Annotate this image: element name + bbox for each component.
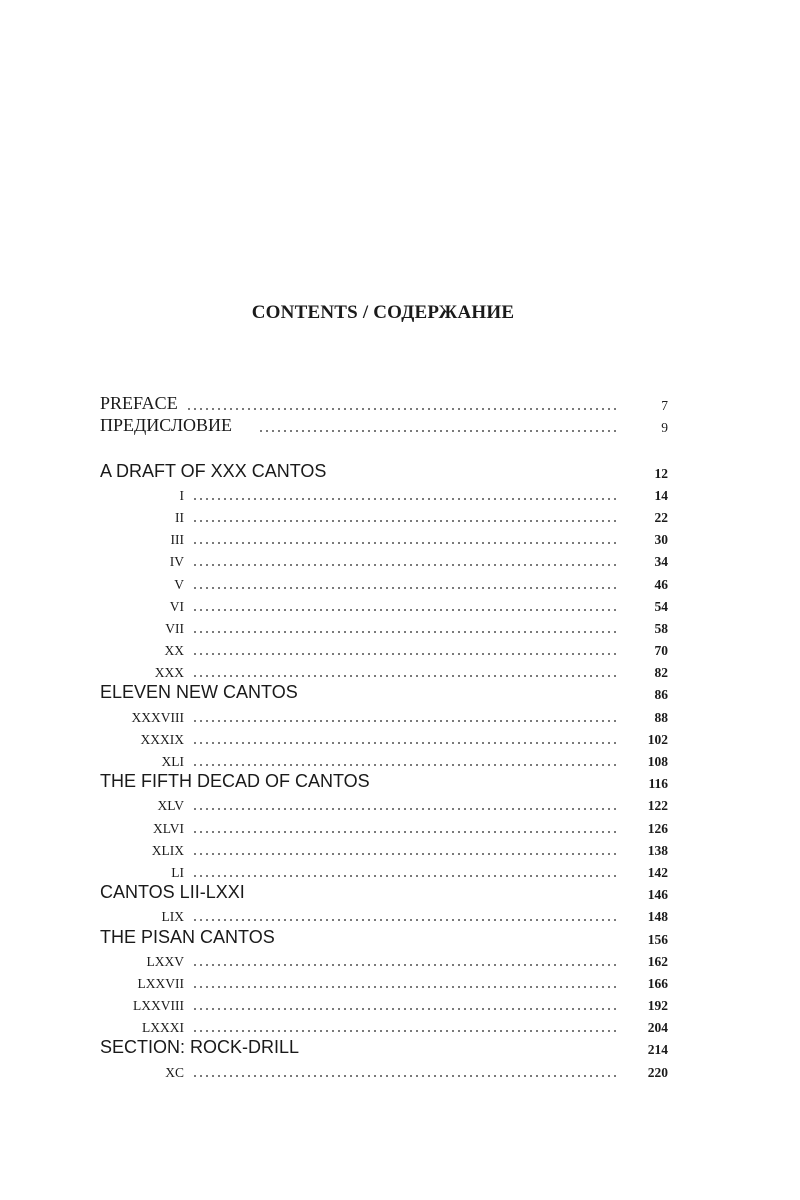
dot-leader (192, 564, 618, 566)
dot-leader (192, 587, 618, 589)
toc-canto-label: II (175, 509, 184, 525)
toc-section-heading[interactable] (100, 772, 668, 794)
toc-canto-entry[interactable] (100, 595, 668, 617)
toc-canto-label: LXXVII (137, 975, 184, 991)
toc-page-number: 192 (647, 998, 668, 1014)
toc-canto-entry[interactable] (100, 728, 668, 750)
toc-canto-entry[interactable] (100, 950, 668, 972)
toc-canto-entry[interactable] (100, 617, 668, 639)
toc-canto-label: XXXIX (140, 731, 184, 747)
toc-canto-label: XX (164, 643, 184, 659)
toc-section-label: CANTOS LII-LXXI (100, 882, 245, 903)
toc-section-label: A DRAFT OF XXX CANTOS (100, 460, 327, 481)
dot-leader (192, 653, 618, 655)
toc-canto-label: V (174, 576, 184, 592)
toc-page-number: 146 (647, 887, 668, 903)
toc-page-number: 142 (647, 864, 668, 880)
dot-leader (192, 542, 618, 544)
toc-canto-label: LXXXI (142, 1020, 184, 1036)
toc-canto-entry[interactable] (100, 550, 668, 572)
toc-page-number: 58 (654, 620, 668, 636)
toc-page-number: 14 (654, 487, 668, 503)
toc-canto-label: XLI (161, 754, 184, 769)
dot-leader (192, 631, 618, 633)
toc-canto-entry[interactable] (100, 484, 668, 506)
toc-canto-entry[interactable] (100, 794, 668, 816)
toc-entry-label: PREFACE (100, 393, 178, 414)
dot-leader (192, 831, 618, 833)
table-of-contents (100, 394, 668, 1083)
toc-section-heading[interactable] (100, 1038, 668, 1060)
toc-canto-label: XC (165, 1064, 184, 1080)
toc-canto-entry[interactable] (100, 639, 668, 661)
toc-canto-label: LXXV (146, 953, 184, 969)
toc-canto-label: IV (169, 554, 184, 570)
toc-spacer (100, 438, 668, 461)
toc-canto-label: LI (171, 864, 184, 880)
dot-leader (192, 986, 618, 988)
dot-leader (192, 1075, 618, 1077)
toc-canto-label: XLVI (152, 820, 184, 836)
dot-leader (192, 720, 618, 722)
toc-canto-label: III (170, 532, 184, 548)
dot-leader (192, 520, 618, 522)
page-title: CONTENTS / СОДЕРЖАНИЕ (251, 302, 515, 323)
toc-canto-entry[interactable] (100, 661, 668, 683)
toc-canto-entry[interactable] (100, 905, 668, 927)
toc-page-number: 34 (654, 554, 668, 570)
toc-page-number: 138 (647, 842, 668, 858)
toc-canto-entry[interactable] (100, 972, 668, 994)
toc-canto-label: XXXVIII (131, 709, 184, 725)
toc-page-number: 116 (648, 776, 668, 792)
toc-section-heading[interactable] (100, 883, 668, 905)
toc-section-label: THE PISAN CANTOS (100, 926, 275, 947)
toc-page-number: 156 (647, 931, 668, 947)
toc-page-number: 214 (647, 1042, 668, 1058)
toc-page-number: 162 (647, 953, 668, 969)
dot-leader (188, 408, 618, 410)
toc-page-number: 86 (654, 687, 668, 703)
toc-canto-entry[interactable] (100, 572, 668, 594)
dot-leader (192, 1008, 618, 1010)
toc-canto-entry[interactable] (100, 861, 668, 883)
toc-page-number: 108 (647, 754, 668, 769)
dot-leader (192, 808, 618, 810)
dot-leader (192, 764, 618, 766)
toc-canto-entry[interactable] (100, 1060, 668, 1082)
toc-entry-preface[interactable] (100, 394, 668, 416)
toc-entry-label: ПРЕДИСЛОВИЕ (100, 415, 233, 436)
toc-canto-entry[interactable] (100, 1016, 668, 1038)
dot-leader (192, 964, 618, 966)
toc-canto-entry[interactable] (100, 994, 668, 1016)
toc-page-number: 126 (647, 820, 668, 836)
toc-page-number: 88 (654, 709, 668, 725)
toc-entry-predislovie[interactable] (100, 416, 668, 438)
toc-section-label: SECTION: ROCK-DRILL (100, 1037, 300, 1058)
toc-canto-label: VI (169, 598, 184, 614)
toc-page-number: 166 (647, 975, 668, 991)
dot-leader (192, 742, 618, 744)
toc-section-heading[interactable] (100, 927, 668, 949)
toc-canto-label: XXX (154, 665, 184, 681)
toc-page-number: 148 (647, 909, 668, 925)
toc-canto-label: XLV (157, 798, 184, 814)
toc-page-number: 9 (661, 420, 668, 436)
toc-page-number: 46 (654, 576, 668, 592)
toc-section-heading[interactable] (100, 683, 668, 705)
toc-canto-entry[interactable] (100, 705, 668, 727)
toc-canto-label: LIX (161, 909, 184, 925)
toc-page-number: 122 (647, 798, 668, 814)
toc-canto-entry[interactable] (100, 750, 668, 772)
toc-page-number: 82 (654, 665, 668, 681)
toc-section-label: THE FIFTH DECAD OF CANTOS (100, 771, 370, 792)
toc-section-heading[interactable] (100, 461, 668, 483)
toc-canto-entry[interactable] (100, 506, 668, 528)
toc-page-number: 102 (647, 731, 668, 747)
toc-canto-entry[interactable] (100, 839, 668, 861)
dot-leader (192, 1030, 618, 1032)
dot-leader (192, 919, 618, 921)
toc-page-number: 54 (654, 598, 668, 614)
toc-canto-label: VII (165, 620, 184, 636)
dot-leader (192, 875, 618, 877)
toc-page-number: 70 (654, 643, 668, 659)
toc-section-label: ELEVEN NEW CANTOS (100, 682, 298, 703)
toc-canto-label: I (179, 487, 184, 503)
toc-canto-entry[interactable] (100, 816, 668, 838)
toc-page-number: 30 (654, 532, 668, 548)
toc-page-number: 22 (654, 509, 668, 525)
dot-leader (192, 675, 618, 677)
dot-leader (256, 430, 618, 432)
toc-canto-label: LXXVIII (133, 998, 184, 1014)
toc-page-number: 220 (647, 1064, 668, 1080)
toc-canto-entry[interactable] (100, 528, 668, 550)
dot-leader (192, 853, 618, 855)
toc-canto-label: XLIX (151, 842, 184, 858)
toc-page-number: 12 (654, 465, 668, 481)
toc-page-number: 7 (661, 398, 668, 414)
dot-leader (192, 609, 618, 611)
toc-page-number: 204 (647, 1020, 668, 1036)
dot-leader (192, 498, 618, 500)
